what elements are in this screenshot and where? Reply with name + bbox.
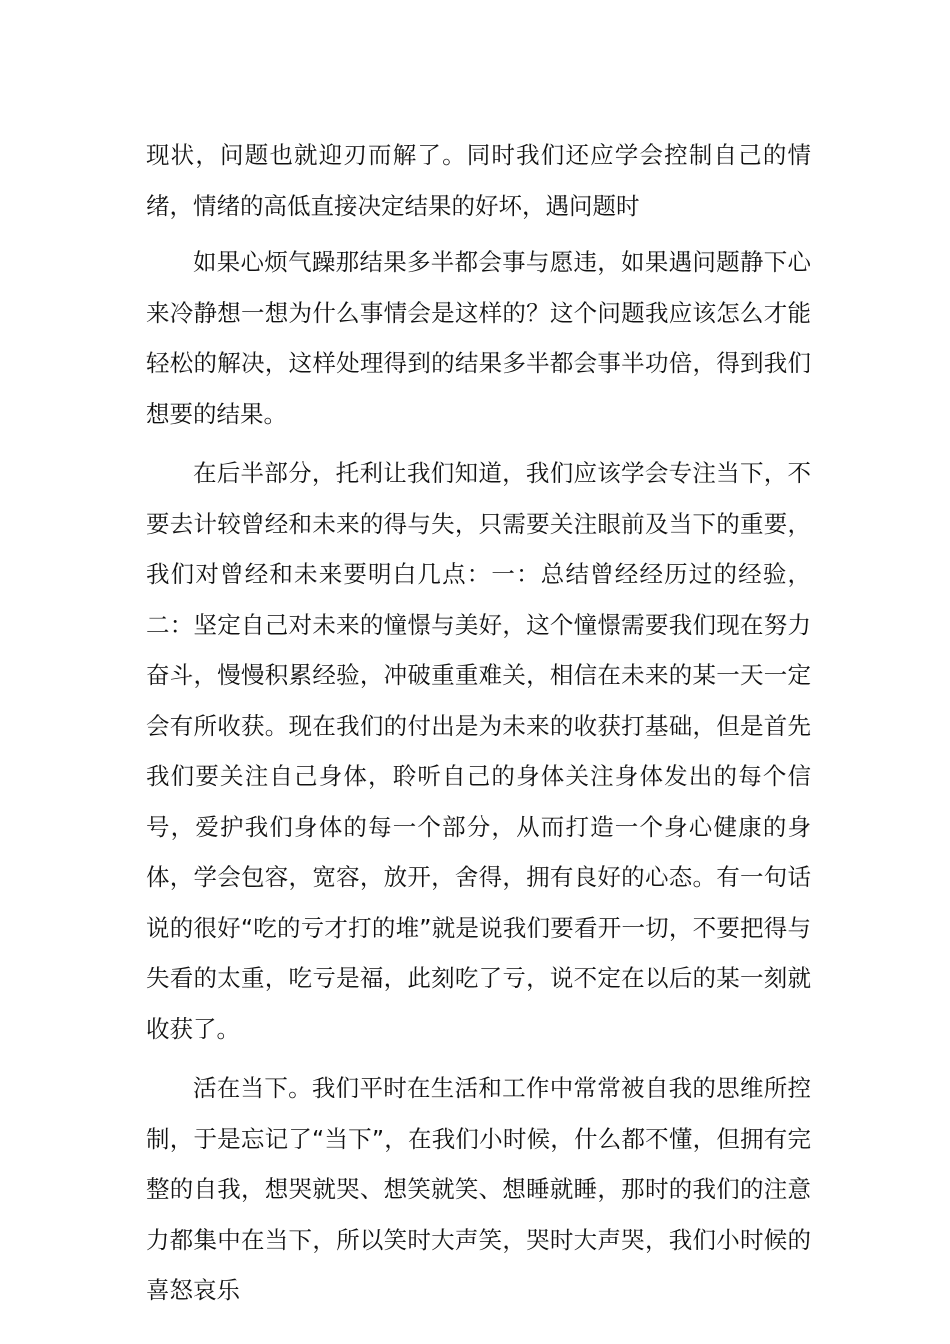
paragraph-1: 现状，问题也就迎刃而解了。同时我们还应学会控制自己的情绪，情绪的高低直接决定结果的好坏，遇问题时 xyxy=(146,141,811,220)
paragraph-4: 活在当下。我们平时在生活和工作中常常被自我的思维所控制，于是忘记了“当下”，在我们小时候，什么都不懂，但拥有完整的自我，想哭就哭、想笑就笑、想睡就睡，那时的我们的注意力都集中在当下，所以笑时大声笑，哭时大声哭，我们小时候的喜怒哀乐 xyxy=(146,1074,811,1304)
document-body xyxy=(146,130,811,1316)
paragraph-2: 如果心烦气躁那结果多半都会事与愿违，如果遇问题静下心来冷静想一想为什么事情会是这样的？这个问题我应该怎么才能轻松的解决，这样处理得到的结果多半都会事半功倍，得到我们想要的结果。 xyxy=(146,248,811,428)
paragraph-3: 在后半部分，托利让我们知道，我们应该学会专注当下，不要去计较曾经和未来的得与失，只需要关注眼前及当下的重要，我们对曾经和未来要明白几点：一：总结曾经经历过的经验，二：坚定自己对未来的憧憬与美好，这个憧憬需要我们现在努力奋斗，慢慢积累经验，冲破重重难关，相信在未来的某一天一定会有所收获。现在我们的付出是为未来的收获打基础，但是首先我们要关注自己身体，聆听自己的身体关注身体发出的每个信号，爱护我们身体的每一个部分，从而打造一个身心健康的身体，学会包容，宽容，放开，舍得，拥有良好的心态。有一句话说的很好“吃的亏才打的堆”就是说我们要看开一切，不要把得与失看的太重，吃亏是福，此刻吃了亏，说不定在以后的某一刻就收获了。 xyxy=(146,459,811,1043)
